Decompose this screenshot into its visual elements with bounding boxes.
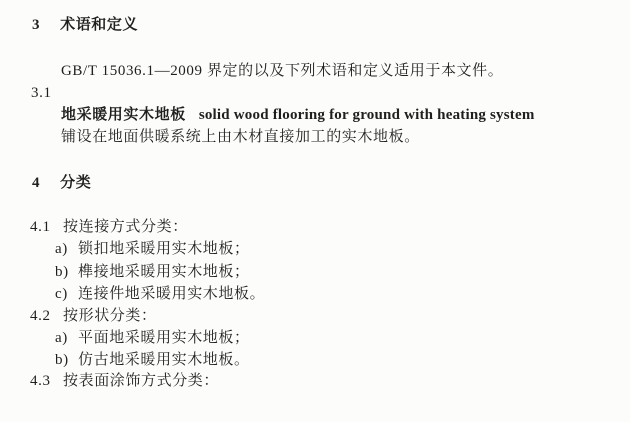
section-3-heading (32, 15, 138, 35)
list-item (55, 262, 250, 282)
list-item (55, 239, 250, 259)
list-item (55, 328, 250, 348)
subsection-title: 按表面涂饰方式分类： (63, 373, 220, 389)
item-label: b) (55, 264, 69, 280)
item-label: b) (55, 352, 69, 368)
term-line (61, 105, 535, 125)
item-label: a) (55, 330, 68, 346)
term-zh: 地采暖用实木地板 (61, 106, 186, 123)
term-en: solid wood flooring for ground with heating system (198, 107, 535, 123)
subsection-number: 4.3 (30, 373, 51, 389)
item-label: c) (55, 286, 68, 302)
section-3-intro: GB/T 15036.1—2009 界定的以及下列术语和定义适用于本文件。 (61, 63, 504, 79)
term-number: 3.1 (31, 85, 52, 101)
section-4-heading (32, 173, 91, 193)
item-text: 榫接地采暖用实木地板； (78, 264, 250, 280)
subsection-4-2 (30, 306, 157, 326)
section-4-title: 分类 (60, 174, 92, 191)
term-definition: 铺设在地面供暖系统上由木材直接加工的实木地板。 (61, 129, 420, 145)
subsection-4-1 (30, 217, 188, 237)
subsection-4-3 (30, 371, 219, 391)
section-4-number: 4 (32, 175, 41, 191)
item-label: a) (55, 241, 68, 257)
list-item (55, 284, 265, 304)
item-text: 锁扣地采暖用实木地板； (78, 241, 250, 257)
item-text: 连接件地采暖用实木地板。 (78, 286, 266, 302)
item-text: 平面地采暖用实木地板； (78, 330, 250, 346)
subsection-title: 按形状分类： (63, 308, 157, 324)
list-item (55, 350, 250, 370)
subsection-number: 4.1 (30, 219, 51, 235)
subsection-number: 4.2 (30, 308, 51, 324)
subsection-title: 按连接方式分类： (63, 219, 188, 235)
item-text: 仿古地采暖用实木地板。 (78, 352, 250, 368)
section-3-number: 3 (32, 17, 41, 33)
section-3-title: 术语和定义 (60, 16, 139, 33)
